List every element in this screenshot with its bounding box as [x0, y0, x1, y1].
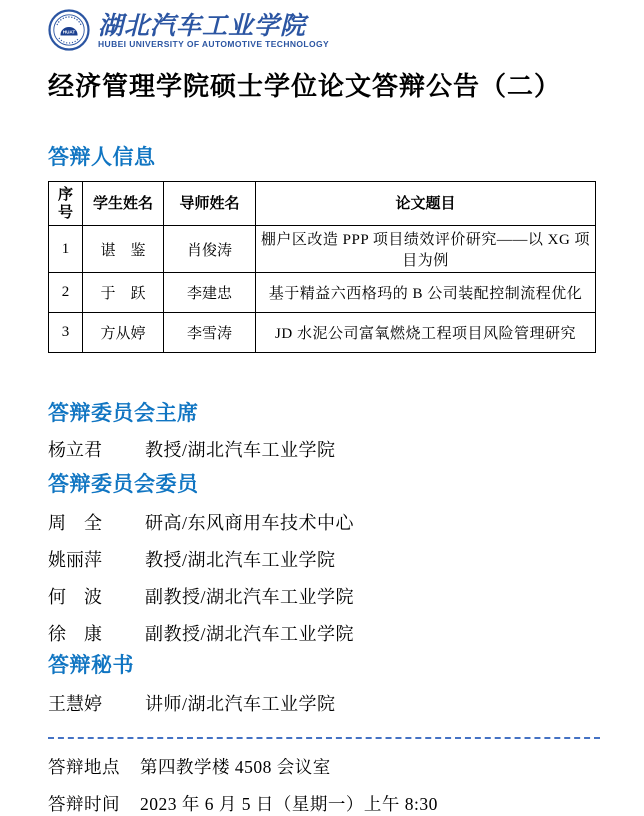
- committee-member-row: [48, 622, 600, 646]
- cell-student-name: 方从婷: [83, 313, 164, 353]
- svg-text:HUAT: HUAT: [62, 29, 76, 35]
- cell-no: 1: [49, 226, 83, 273]
- member-name: 姚丽萍: [48, 550, 102, 570]
- member-name: 周 全: [48, 513, 102, 533]
- cell-student-name: 于 跃: [83, 273, 164, 313]
- secretary-member-row: [48, 692, 600, 716]
- col-header-student: 学生姓名: [83, 182, 164, 226]
- cell-thesis-title: JD 水泥公司富氧燃烧工程项目风险管理研究: [256, 313, 596, 353]
- university-name-cn: 湖北汽车工业学院: [98, 10, 307, 40]
- table-header-row: [49, 182, 596, 226]
- member-title-affiliation: 讲师/湖北汽车工业学院: [145, 694, 336, 714]
- cell-student-name: 谌 鉴: [83, 226, 164, 273]
- member-title-affiliation: 副教授/湖北汽车工业学院: [145, 624, 354, 644]
- university-name-en: HUBEI UNIVERSITY OF AUTOMOTIVE TECHNOLOGY: [98, 38, 330, 49]
- committee-heading: 答辩委员会委员: [48, 473, 199, 496]
- col-header-thesis: 论文题目: [256, 182, 596, 226]
- member-title-affiliation: 研高/东风商用车技术中心: [145, 513, 354, 533]
- page-title: 经济管理学院硕士学位论文答辩公告（二）: [48, 71, 562, 101]
- table-row: [49, 226, 596, 273]
- cell-no: 3: [49, 313, 83, 353]
- cell-advisor-name: 李雪涛: [164, 313, 256, 353]
- member-name: 王慧婷: [48, 694, 102, 714]
- col-header-no: 序号: [49, 182, 83, 226]
- time-value: 2023 年 6 月 5 日（星期一）上午 8:30: [140, 794, 438, 814]
- committee-member-row: [48, 585, 600, 609]
- col-header-advisor: 导师姓名: [164, 182, 256, 226]
- table-row: [49, 273, 596, 313]
- member-name: 杨立君: [48, 440, 102, 460]
- dashed-divider-line: [48, 737, 600, 739]
- defense-location-line: [48, 755, 600, 779]
- cell-no: 2: [49, 273, 83, 313]
- member-name: 何 波: [48, 587, 102, 607]
- location-value: 第四教学楼 4508 会议室: [140, 757, 331, 777]
- member-title-affiliation: 副教授/湖北汽车工业学院: [145, 587, 354, 607]
- time-label: 答辩时间: [48, 794, 120, 814]
- defenders-heading: 答辩人信息: [48, 146, 156, 169]
- committee-member-row: [48, 511, 600, 535]
- cell-thesis-title: 棚户区改造 PPP 项目绩效评价研究——以 XG 项目为例: [256, 226, 596, 273]
- cell-advisor-name: 肖俊涛: [164, 226, 256, 273]
- table-row: [49, 313, 596, 353]
- member-title-affiliation: 教授/湖北汽车工业学院: [145, 440, 336, 460]
- university-emblem-icon: [48, 9, 90, 51]
- defenders-table: [48, 181, 596, 353]
- member-title-affiliation: 教授/湖北汽车工业学院: [145, 550, 336, 570]
- university-header: [48, 8, 600, 52]
- committee-member-row: [48, 548, 600, 572]
- location-label: 答辩地点: [48, 757, 120, 777]
- member-name: 徐 康: [48, 624, 102, 644]
- defense-time-line: [48, 792, 600, 816]
- secretary-heading: 答辩秘书: [48, 654, 134, 677]
- chair-heading: 答辩委员会主席: [48, 402, 199, 425]
- university-name-block: [98, 12, 329, 49]
- chair-member-row: [48, 438, 600, 462]
- cell-advisor-name: 李建忠: [164, 273, 256, 313]
- cell-thesis-title: 基于精益六西格玛的 B 公司装配控制流程优化: [256, 273, 596, 313]
